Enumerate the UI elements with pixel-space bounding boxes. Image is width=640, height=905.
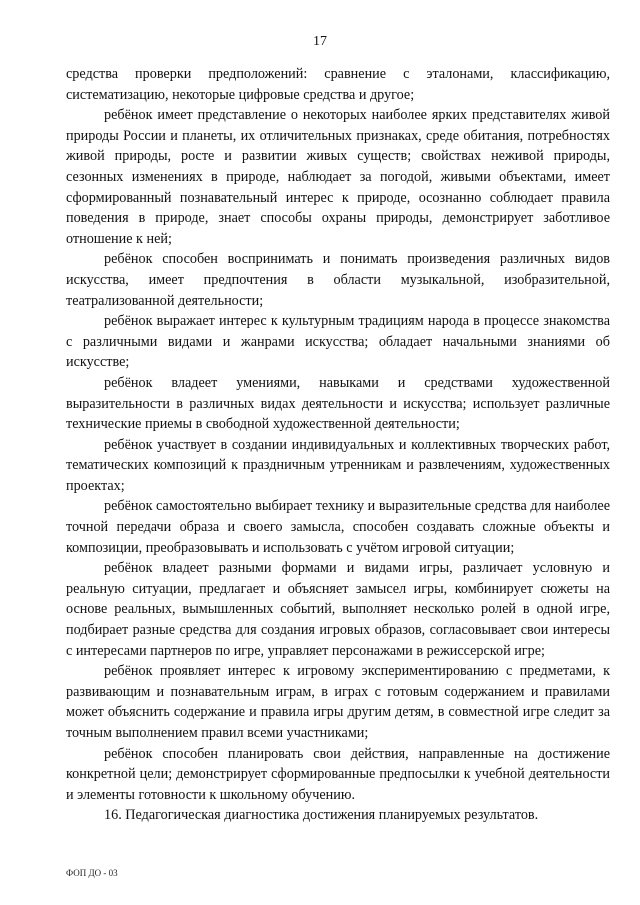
paragraph-7: ребёнок самостоятельно выбирает технику и выразительные средства для наиболее точной передачи образа и своего замысла, способен создавать сложные объекты и композиции, преобразовывать и использовать с учётом игровой ситуации;: [66, 498, 610, 556]
paragraph-9: ребёнок проявляет интерес к игровому экспериментированию с предметами, к развивающим и познавательным играм, в играх с готовым содержанием и правилами может объяснить содержание и правила игры другим детям, в совместной игре следит за точным выполнением правил всеми участниками;: [66, 663, 610, 741]
paragraph-6: ребёнок участвует в создании индивидуальных и коллективных творческих работ, тематических композиций к праздничным утренникам и развлечениям, художественных проектах;: [66, 436, 610, 494]
paragraph-1: средства проверки предположений: сравнение с эталонами, классификацию, систематизацию, некоторые цифровые средства и другое;: [66, 66, 610, 103]
paragraph-10: ребёнок способен планировать свои действия, направленные на достижение конкретной цели; демонстрирует сформированные предпосылки к учебной деятельности и элементы готовности к школьному обучению.: [66, 745, 610, 803]
page-number: 17: [313, 34, 327, 49]
paragraph-5: ребёнок владеет умениями, навыками и средствами художественной выразительности в различных видах деятельности и искусства; использует различные технические приемы в свободной художественной деятельности;: [66, 374, 610, 433]
document-footer-code: ФОП ДО - 03: [66, 868, 118, 878]
paragraph-4: ребёнок выражает интерес к культурным традициям народа в процессе знакомства с различными видами и жанрами искусства; обладает начальными знаниями об искусстве;: [66, 313, 610, 371]
paragraph-8: ребёнок владеет разными формами и видами игры, различает условную и реальную ситуации, предлагает и объясняет замысел игры, комбинирует сюжеты на основе реальных, вымышленных событий, выполняет несколько ролей в одной игре, подбирает разные средства для создания игровых образов, согласовывает свои интересы с интересами партнеров по игре, управляет персонажами в режиссерской игре;: [66, 560, 610, 659]
paragraph-3: ребёнок способен воспринимать и понимать произведения различных видов искусства, имеет предпочтения в области музыкальной, изобразительной, театрализованной деятельности;: [66, 251, 610, 309]
section-heading-16: 16. Педагогическая диагностика достижения планируемых результатов.: [104, 807, 539, 824]
paragraph-2: ребёнок имеет представление о некоторых наиболее ярких представителях живой природы России и планеты, их отличительных признаках, среде обитания, потребностях живой природы, росте и развитии живых существ; свойствах неживой природы, сезонных изменениях в природе, наблюдает за погодой, живыми объектами, имеет сформированный познавательный интерес к природе, осознанно соблюдает правила поведения в природе, знает способы охраны природы, демонстрирует заботливое отношение к ней;: [66, 107, 610, 247]
document-body: [66, 64, 610, 826]
